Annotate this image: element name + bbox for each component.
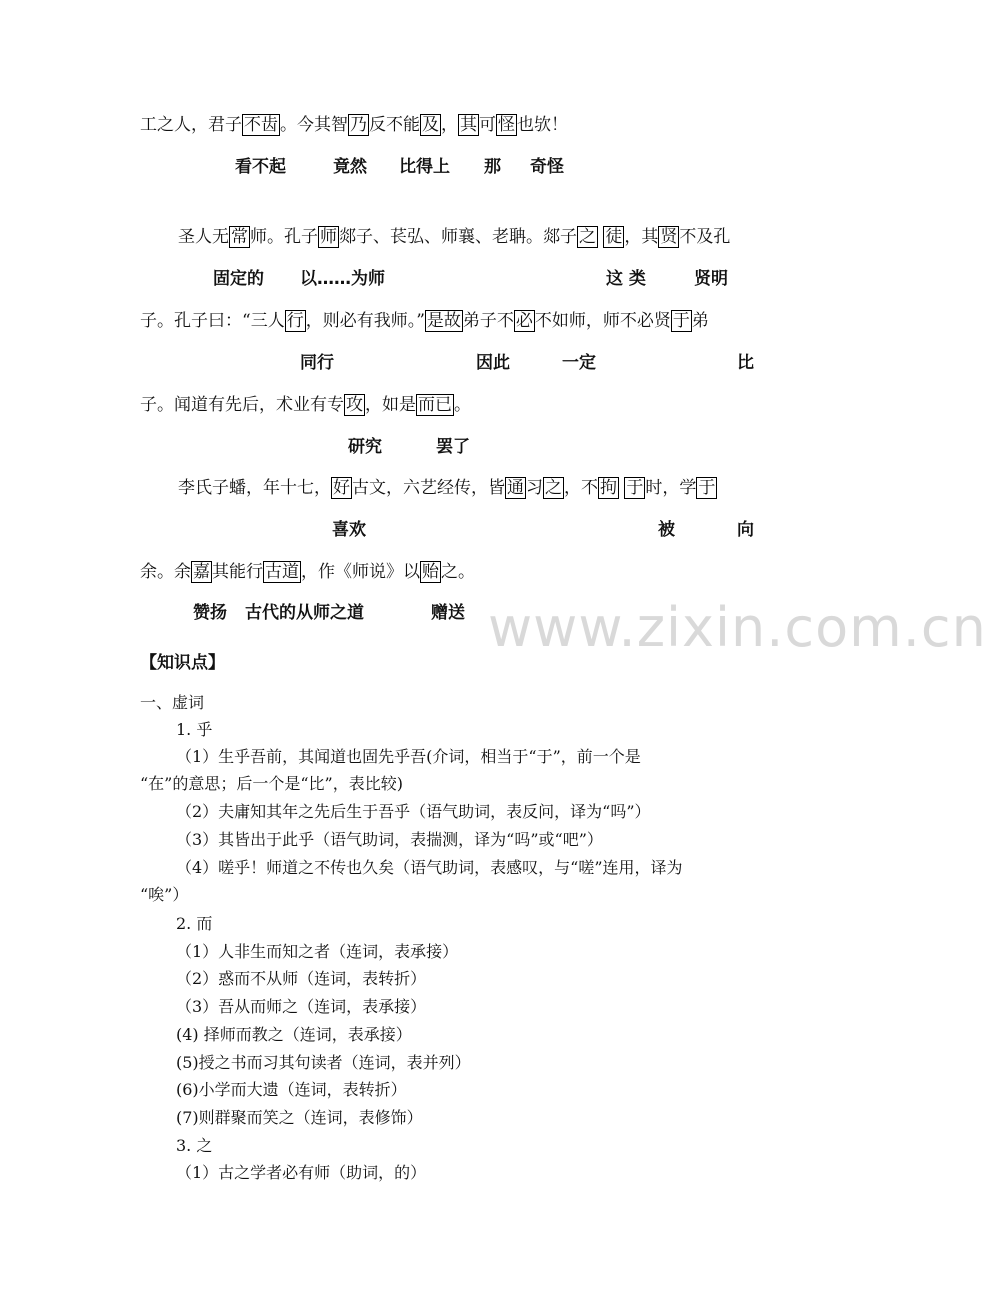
boxed-word: 于 [672, 311, 690, 331]
boxed-word: 于 [626, 478, 644, 498]
passage-line-3 [140, 310, 709, 332]
text: 。今其智 [280, 115, 348, 135]
text: 弟 [691, 311, 709, 331]
gloss: 喜欢 [332, 520, 366, 540]
list-item: (6)小学而大遗（连词，表转折） [176, 1080, 407, 1099]
passage-line-4 [140, 394, 471, 416]
passage-line-6 [140, 561, 475, 583]
boxed-word: 之 [545, 478, 562, 498]
text: ，作《师说》以 [301, 562, 420, 582]
boxed-word: 古道 [265, 562, 299, 582]
gloss: 研究 [348, 437, 382, 457]
gloss: 固定的 [213, 269, 264, 289]
item-title: 2. 而 [176, 914, 213, 933]
gloss: 竟然 [333, 157, 367, 177]
boxed-word: 贤 [660, 227, 678, 247]
list-item: （2）惑而不从师（连词，表转折） [176, 969, 427, 988]
gloss: 赞扬 [193, 603, 227, 623]
boxed-word: 其 [460, 115, 477, 135]
text: 师。孔子 [250, 227, 318, 247]
gloss: 古代的从师之道 [245, 603, 364, 623]
passage-line-1 [140, 114, 568, 136]
gloss: 向 [737, 520, 754, 540]
gloss: 被 [658, 520, 675, 540]
boxed-word: 常 [231, 227, 248, 247]
gloss: 罢了 [436, 437, 470, 457]
boxed-word: 徒 [605, 227, 623, 247]
boxed-word: 好 [333, 478, 350, 498]
list-item: (5)授之书而习其句读者（连词，表并列） [176, 1053, 471, 1072]
list-item: “在”的意思；后一个是“比”，表比较) [140, 774, 403, 793]
text: ，如是 [365, 395, 416, 415]
gloss: 因此 [476, 353, 510, 373]
gloss: 赠送 [431, 603, 465, 623]
text: 弟子不 [462, 311, 514, 331]
passage-line-5 [178, 477, 717, 499]
text: 之。 [441, 562, 475, 582]
list-item: （3）吾从而师之（连词，表承接） [176, 997, 427, 1016]
boxed-word: 乃 [350, 115, 367, 135]
item-title: 3. 之 [176, 1136, 213, 1155]
boxed-word: 师 [320, 227, 337, 247]
list-item: （2）夫庸知其年之先后生于吾乎（语气助词，表反问，译为“吗”） [176, 802, 651, 821]
list-item: （4）嗟乎！师道之不传也久矣（语气助词，表感叹，与“嗟”连用，译为 [176, 858, 683, 877]
text: 子。闻道有先后，术业有专 [140, 395, 344, 415]
text: 不如师，师不必贤 [534, 311, 671, 331]
text: 时，学 [645, 478, 697, 498]
subsection-title: 一、虚词 [140, 693, 205, 712]
text: ， [441, 115, 458, 135]
text: ，其 [624, 227, 659, 247]
list-item: （1）古之学者必有师（助词，的） [176, 1163, 427, 1182]
gloss: 这 类 [606, 269, 646, 289]
text: 习 [526, 478, 543, 498]
item-title: 1. 乎 [176, 720, 213, 739]
watermark: www.zixin.com.cn [488, 596, 987, 659]
text: ，不 [564, 478, 598, 498]
boxed-word: 攻 [346, 395, 363, 415]
text: ，则必有我师。” [305, 311, 425, 331]
list-item: （1）生乎吾前，其闻道也固先乎吾(介词，相当于“于”，前一个是 [176, 747, 641, 766]
boxed-word: 不齿 [244, 115, 278, 135]
boxed-word: 贻 [422, 562, 439, 582]
boxed-word: 行 [286, 311, 304, 331]
gloss: 奇怪 [530, 157, 564, 177]
boxed-word: 嘉 [193, 562, 210, 582]
text: 可 [479, 115, 496, 135]
text: 子。孔子曰：“三人 [140, 311, 285, 331]
text: 不及孔 [679, 227, 731, 247]
section-heading: 【知识点】 [140, 653, 225, 673]
text: 郯子、苌弘、师襄、老聃。郯子 [339, 227, 577, 247]
text: 圣人无 [178, 227, 229, 247]
boxed-word: 是故 [426, 311, 461, 331]
list-item: (4) 择师而教之（连词，表承接） [176, 1025, 412, 1044]
text: 古文，六艺经传，皆 [352, 478, 505, 498]
list-item: “唉”） [140, 885, 189, 904]
text: 。 [454, 395, 471, 415]
text: 工之人，君子 [140, 115, 242, 135]
text: 余。余 [140, 562, 191, 582]
passage-line-2 [178, 226, 730, 248]
gloss: 同行 [300, 353, 334, 373]
gloss: 看不起 [235, 157, 286, 177]
boxed-word: 必 [515, 311, 533, 331]
text: 也欤！ [517, 115, 568, 135]
list-item: （3）其皆出于此乎（语气助词，表揣测，译为“吗”或“吧”） [176, 830, 603, 849]
text: 李氏子蟠，年十七， [178, 478, 331, 498]
boxed-word: 之 [579, 227, 596, 247]
boxed-word: 及 [422, 115, 439, 135]
text: 其能行 [212, 562, 263, 582]
gloss: 一定 [562, 353, 596, 373]
list-item: （1）人非生而知之者（连词，表承接） [176, 942, 459, 961]
gloss: 贤明 [694, 269, 728, 289]
text: 反不能 [369, 115, 420, 135]
boxed-word: 通 [507, 478, 524, 498]
gloss: 以……为师 [300, 269, 385, 289]
gloss: 比 [737, 353, 754, 373]
boxed-word: 拘 [600, 478, 617, 498]
gloss: 那 [484, 157, 501, 177]
list-item: (7)则群聚而笑之（连词，表修饰） [176, 1108, 423, 1127]
boxed-word: 而已 [418, 395, 452, 415]
boxed-word: 于 [698, 478, 716, 498]
boxed-word: 怪 [498, 115, 515, 135]
gloss: 比得上 [399, 157, 450, 177]
